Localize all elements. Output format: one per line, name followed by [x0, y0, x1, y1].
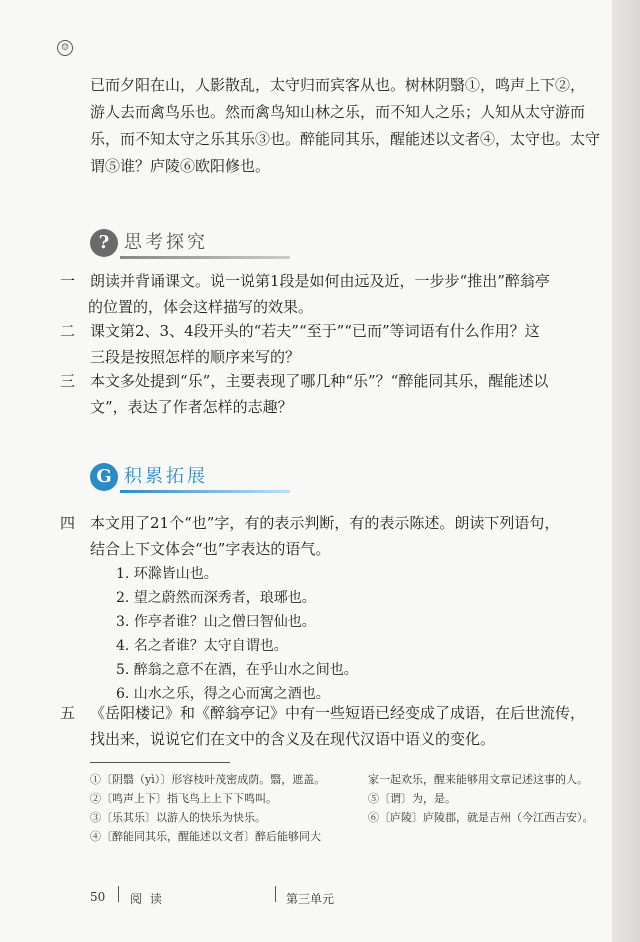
list-item: 3. 作亭者谁？山之僧曰智仙也。: [116, 614, 316, 630]
list-item: 2. 望之蔚然而深秀者，琅琊也。: [116, 590, 316, 606]
question-number: 二: [60, 322, 76, 340]
example-sentences: [116, 562, 358, 706]
footnote: ③〔乐其乐〕以游人的快乐为快乐。: [90, 811, 266, 824]
question-number: 四: [60, 514, 76, 532]
refresh-arrow-icon: G: [90, 463, 118, 491]
list-item: 1. 环滁皆山也。: [116, 566, 218, 582]
page-number: 50: [90, 890, 106, 904]
question-number: 五: [60, 704, 76, 722]
footer-unit: 第三单元: [286, 892, 335, 906]
footer-section: 阅 读: [130, 892, 164, 906]
question-line: 结合上下文体会“也”字表达的语气。: [90, 540, 331, 558]
passage-line: 乐，而不知太守之乐其乐③也。醉能同其乐，醒能述以文者④，太守也。太守: [90, 130, 601, 148]
section-title: 思考探究: [124, 232, 208, 253]
section-title: 积累拓展: [124, 466, 208, 487]
footer-separator: [118, 886, 119, 902]
question-item: [60, 268, 610, 320]
footnote: 家一起欢乐，醒来能够用文章记述这事的人。: [368, 773, 588, 786]
footnote: ②〔鸣声上下〕指飞鸟上上下下鸣叫。: [90, 792, 277, 805]
footnotes-left: [90, 770, 325, 846]
question-line: 朗读并背诵课文。说一说第1段是如何由远及近，一步步“推出”醉翁亭: [90, 272, 550, 290]
section-header-think: [90, 226, 310, 266]
question-item: [60, 700, 610, 752]
passage-text: [90, 72, 618, 180]
section-header-expand: [90, 460, 310, 500]
question-line: 的位置的，体会这样描写的效果。: [88, 298, 314, 316]
question-item: [60, 510, 610, 562]
footnote: ①〔阴翳（yì）〕形容枝叶茂密成荫。翳，遮盖。: [90, 773, 326, 786]
footnote: ⑥〔庐陵〕庐陵郡，就是吉州（今江西吉安）。: [368, 811, 594, 824]
footer-separator: [275, 886, 276, 902]
question-line: 三段是按照怎样的顺序来写的？: [90, 348, 301, 366]
footnote-divider: [90, 762, 230, 763]
smiley-icon: ☺: [57, 40, 73, 56]
passage-line: 谓⑤谁？庐陵⑥欧阳修也。: [90, 157, 271, 175]
question-item: [60, 318, 610, 370]
question-line: 课文第2、3、4段开头的“若夫”“至于”“已而”等词语有什么作用？这: [90, 322, 540, 340]
passage-line: 游人去而禽鸟乐也。然而禽鸟知山林之乐，而不知人之乐；人知从太守游而: [90, 103, 586, 121]
list-item: 5. 醉翁之意不在酒，在乎山水之间也。: [116, 662, 358, 678]
question-line: 本文用了21个“也”字，有的表示判断，有的表示陈述。朗读下列语句，: [90, 514, 560, 532]
question-line: 《岳阳楼记》和《醉翁亭记》中有一些短语已经变成了成语，在后世流传，: [90, 704, 586, 722]
question-number: 三: [60, 372, 76, 390]
passage-line: 已而夕阳在山，人影散乱，太守归而宾客从也。树林阴翳①，鸣声上下②，: [90, 76, 586, 94]
question-item: [60, 368, 610, 420]
footnote: ⑤〔谓〕为，是。: [368, 792, 456, 805]
question-line: 文”，表达了作者怎样的志趣？: [90, 398, 293, 416]
question-number: 一: [60, 272, 76, 290]
list-item: 6. 山水之乐，得之心而寓之酒也。: [116, 686, 330, 702]
list-item: 4. 名之者谁？太守自谓也。: [116, 638, 288, 654]
question-mark-icon: ?: [90, 229, 118, 257]
section-underline: [120, 490, 290, 493]
question-line: 本文多处提到“乐”，主要表现了哪几种“乐”？“醉能同其乐，醒能述以: [90, 372, 549, 390]
section-underline: [120, 256, 290, 259]
question-line: 找出来，说说它们在文中的含义及在现代汉语中语义的变化。: [90, 730, 496, 748]
footnote: ④〔醉能同其乐，醒能述以文者〕醉后能够同大: [90, 830, 321, 843]
footnotes-right: [368, 770, 594, 827]
